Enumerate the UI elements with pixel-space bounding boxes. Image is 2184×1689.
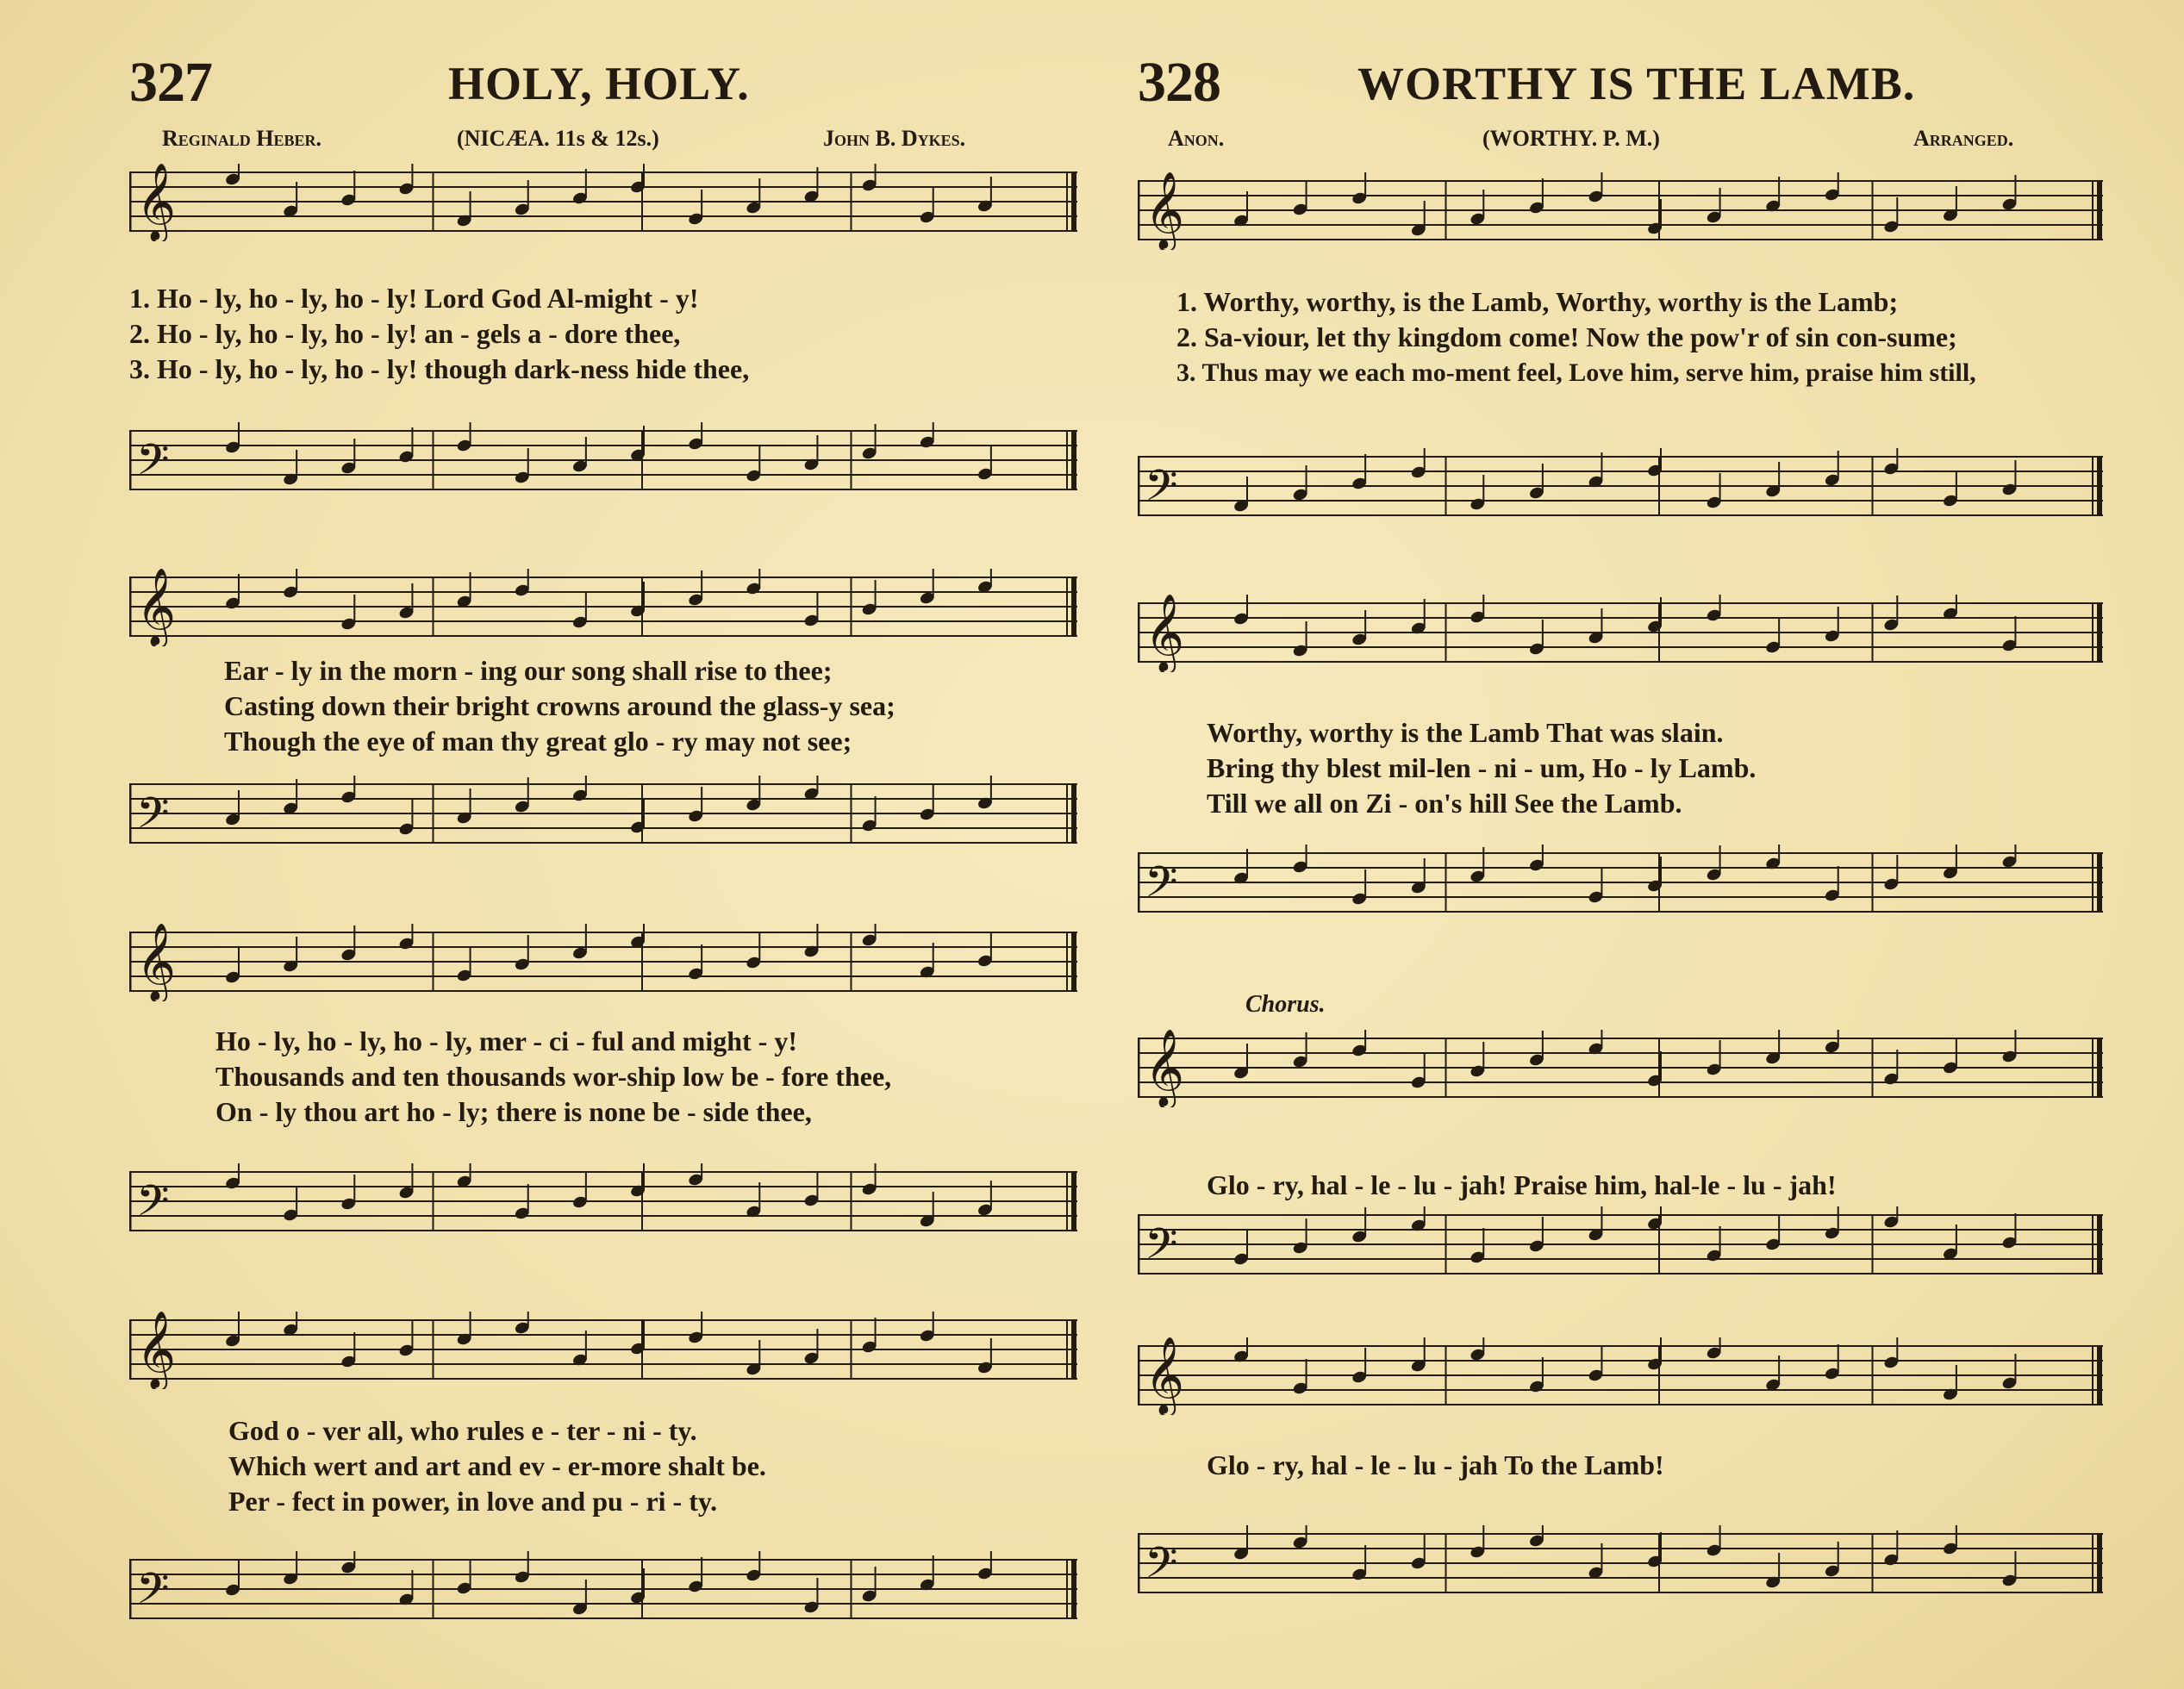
treble-clef-icon: 𝄞 [136,1312,177,1388]
bass-staff [129,422,1077,500]
lyric-line: Per - fect in power, in love and pu - ri - ty. [228,1486,718,1517]
treble-clef-icon: 𝄞 [136,924,177,1000]
hymn-title: WORTHY IS THE LAMB. [1357,58,1916,109]
staff-lines [1138,172,2103,250]
lyric-line: 3. Ho - ly, ho - ly, ho - ly! though dark-ness hide thee, [129,353,750,384]
treble-clef-icon: 𝄞 [1145,595,1185,671]
music-system-4 [1138,1318,2103,1629]
lyric-line: 3. Thus may we each mo-ment feel, Love him, serve him, praise him still, [1176,358,1976,387]
bass-clef-icon: 𝄢 [1145,1219,1178,1280]
bass-staff [1138,844,2103,922]
hymn-credits [121,126,1086,155]
lyric-line: Thousands and ten thousands wor-ship low be - fore thee, [215,1061,892,1092]
treble-staff [129,164,1077,241]
treble-staff [1138,1337,2103,1415]
staff-lines [1138,1030,2103,1107]
treble-staff [129,1312,1077,1389]
lyric-line: 2. Ho - ly, ho - ly, ho - ly! an - gels a - dore thee, [129,318,681,349]
lyric-line: Bring thy blest mil-len - ni - um, Ho - ly Lamb. [1207,752,1757,783]
music-system-3 [1138,987,2103,1297]
bass-clef-icon: 𝄢 [136,435,170,495]
staff-lines [129,924,1077,1001]
treble-staff [129,924,1077,1001]
treble-staff [129,569,1077,646]
music-system-2 [129,534,1077,879]
music-system-1 [1138,172,2103,534]
treble-staff [1138,172,2103,250]
treble-clef-icon: 𝄞 [136,164,177,240]
bass-clef-icon: 𝄢 [1145,461,1178,521]
lyric-line: Glo - ry, hal - le - lu - jah To the Lamb! [1207,1449,1664,1480]
lyrics-block [129,1024,1077,1130]
treble-clef-icon: 𝄞 [1145,172,1185,249]
lyrics-block [129,1413,1077,1519]
lyrics-block [129,281,1077,387]
staff-lines [1138,1206,2103,1284]
chorus-label: Chorus. [1245,991,1326,1018]
staff-lines [129,776,1077,853]
lyrics-block [129,653,1077,759]
music-system-3 [129,905,1077,1250]
bass-staff [129,1163,1077,1241]
bass-staff [129,1551,1077,1629]
author: Reginald Heber. [162,126,322,151]
lyric-line: 2. Sa-viour, let thy kingdom come! Now the pow'r of sin con-sume; [1176,321,1957,352]
bass-clef-icon: 𝄢 [1145,857,1178,918]
author: Anon. [1168,126,1225,151]
lyrics-block [1138,1448,2103,1483]
lyrics-block [1138,284,2103,390]
hymn-credits [1129,126,2112,155]
staff-lines [129,164,1077,241]
composer: John B. Dykes. [823,126,966,151]
lyric-line: Ear - ly in the morn - ing our song shall rise to thee; [224,655,833,686]
lyric-line: Which wert and art and ev - er-more shalt be. [228,1450,766,1481]
lyric-line: On - ly thou art ho - ly; there is none be - side thee, [215,1096,812,1127]
hymn-number: 327 [129,51,212,114]
music-system-2 [1138,569,2103,965]
staff-lines [129,1551,1077,1629]
staff-lines [129,422,1077,500]
hymn-header [121,50,1086,119]
staff-lines [1138,1337,2103,1415]
staff-lines [1138,844,2103,922]
lyric-line: Glo - ry, hal - le - lu - jah! Praise him, hal-le - lu - jah! [1207,1169,1837,1200]
bass-clef-icon: 𝄢 [1145,1538,1178,1599]
treble-clef-icon: 𝄞 [136,569,177,645]
hymn-header [1129,50,2112,119]
treble-staff [1138,595,2103,672]
staff-lines [1138,1525,2103,1603]
lyric-line: Ho - ly, ho - ly, ho - ly, mer - ci - ful and might - y! [215,1025,797,1056]
staff-lines [1138,448,2103,526]
treble-staff [1138,1030,2103,1107]
lyrics-block [1138,715,2103,821]
tune-meter: (NICÆA. 11s & 12s.) [457,126,659,151]
music-system-4 [129,1293,1077,1637]
bass-staff [1138,1206,2103,1284]
staff-lines [129,1312,1077,1389]
lyric-line: Though the eye of man thy great glo - ry may not see; [224,726,852,757]
lyric-line: 1. Worthy, worthy, is the Lamb, Worthy, worthy is the Lamb; [1176,286,1899,317]
treble-clef-icon: 𝄞 [1145,1337,1185,1414]
bass-staff [1138,448,2103,526]
bass-staff [129,776,1077,853]
staff-lines [129,569,1077,646]
hymn-number: 328 [1138,51,1220,114]
lyric-line: Casting down their bright crowns around the glass-y sea; [224,690,895,721]
bass-staff [1138,1525,2103,1603]
hymn-title: HOLY, HOLY. [448,58,750,109]
staff-lines [1138,595,2103,672]
treble-clef-icon: 𝄞 [1145,1030,1185,1106]
lyric-line: Till we all on Zi - on's hill See the Lamb. [1207,788,1682,819]
lyric-line: God o - ver all, who rules e - ter - ni - ty. [228,1415,697,1446]
lyrics-block [1138,1168,2103,1203]
tune-meter: (WORTHY. P. M.) [1482,126,1660,151]
composer: Arranged. [1913,126,2014,151]
lyric-line: 1. Ho - ly, ho - ly, ho - ly! Lord God Al-might - y! [129,283,699,314]
music-system-1 [129,164,1077,508]
bass-clef-icon: 𝄢 [136,788,170,849]
lyric-line: Worthy, worthy is the Lamb That was slain. [1207,717,1724,748]
bass-clef-icon: 𝄢 [136,1564,170,1624]
staff-lines [129,1163,1077,1241]
bass-clef-icon: 𝄢 [136,1176,170,1237]
